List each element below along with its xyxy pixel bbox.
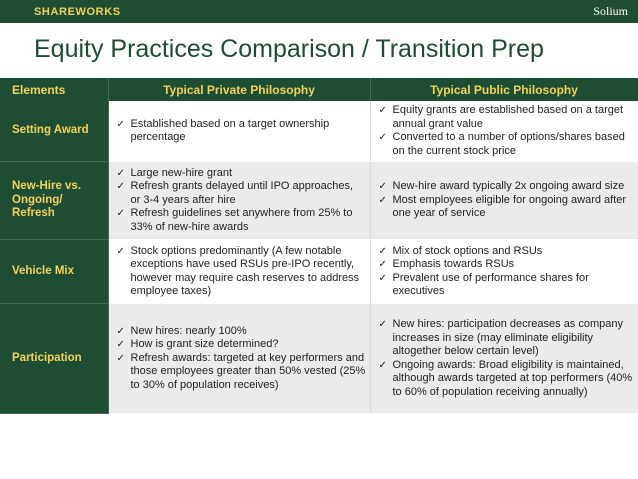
list-item <box>375 272 634 299</box>
list-item <box>113 338 366 352</box>
private-philosophy-cell <box>108 240 370 304</box>
checkmark-icon: ✓ <box>378 132 387 143</box>
bullet-list <box>113 245 366 299</box>
column-header-private: Typical Private Philosophy <box>108 78 370 101</box>
bullet-list <box>113 118 366 145</box>
list-item <box>113 167 366 181</box>
list-item <box>375 359 634 400</box>
table-row <box>0 162 638 240</box>
shareworks-logo: SHAREWORKS <box>34 5 121 18</box>
checkmark-icon: ✓ <box>378 181 387 193</box>
row-label: Setting Award <box>0 101 108 162</box>
bullet-list <box>375 180 634 221</box>
list-item-text: Most employees eligible for ongoing award after one year of service <box>392 193 627 220</box>
list-item <box>113 207 366 234</box>
checkmark-icon: ✓ <box>116 181 125 193</box>
checkmark-icon: ✓ <box>378 259 387 270</box>
list-item <box>375 180 634 194</box>
list-item <box>113 180 366 207</box>
list-item <box>113 325 366 339</box>
list-item-text: Refresh grants delayed until IPO approaches, or 3-4 years after hire <box>130 180 354 206</box>
checkmark-icon: ✓ <box>116 167 125 179</box>
list-item-text: New hires: nearly 100% <box>130 324 247 337</box>
column-header-public: Typical Public Philosophy <box>370 78 638 101</box>
list-item-text: Refresh awards: targeted at key performers and those employees greater than 50% vested (25% to 30% of population receives) <box>130 351 366 391</box>
comparison-table <box>0 78 638 414</box>
list-item <box>375 104 634 131</box>
list-item-text: Ongoing awards: Broad eligibility is maintained, although awards targeted at top performers (40% to 60% of population receiving annually) <box>392 358 633 398</box>
page-title: Equity Practices Comparison / Transition Prep <box>34 35 544 63</box>
list-item <box>113 118 366 145</box>
top-bar <box>0 0 638 23</box>
table-body <box>0 101 638 414</box>
checkmark-icon: ✓ <box>378 359 387 371</box>
list-item <box>375 194 634 221</box>
checkmark-icon: ✓ <box>116 118 125 130</box>
list-item <box>375 258 634 272</box>
checkmark-icon: ✓ <box>116 325 125 337</box>
public-philosophy-cell <box>370 101 638 162</box>
list-item <box>375 318 634 359</box>
list-item <box>113 352 366 393</box>
list-item-text: Mix of stock options and RSUs <box>392 244 543 257</box>
solium-logo: Solium <box>593 4 628 18</box>
private-philosophy-cell <box>108 162 370 240</box>
list-item-text: How is grant size determined? <box>130 338 279 351</box>
list-item <box>375 131 634 158</box>
checkmark-icon: ✓ <box>116 208 125 220</box>
list-item-text: Emphasis towards RSUs <box>392 258 515 270</box>
bullet-list <box>375 104 634 158</box>
row-label: Participation <box>0 304 108 414</box>
list-item-text: Refresh guidelines set anywhere from 25% to 33% of new-hire awards <box>130 207 353 233</box>
checkmark-icon: ✓ <box>378 245 387 257</box>
row-label: New-Hire vs. Ongoing/ Refresh <box>0 162 108 240</box>
list-item <box>113 245 366 299</box>
list-item-text: New hires: participation decreases as company increases in size (may eliminate eligibility altogether below certain level) <box>392 318 624 357</box>
public-philosophy-cell <box>370 240 638 304</box>
bullet-list <box>375 245 634 299</box>
checkmark-icon: ✓ <box>378 105 387 116</box>
table-header-row <box>0 78 638 101</box>
list-item-text: Large new-hire grant <box>130 166 233 179</box>
list-item-text: Prevalent use of performance shares for executives <box>392 271 589 297</box>
table-row <box>0 304 638 414</box>
checkmark-icon: ✓ <box>116 245 125 257</box>
list-item-text: Stock options predominantly (A few notable exceptions have used RSUs pre-IPO recently, however may require cash reserves to address employee taxes) <box>130 244 360 297</box>
private-philosophy-cell <box>108 304 370 414</box>
list-item-text: New-hire award typically 2x ongoing award size <box>392 180 625 193</box>
checkmark-icon: ✓ <box>116 339 125 351</box>
list-item-text: Converted to a number of options/shares based on the current stock price <box>392 131 625 157</box>
private-philosophy-cell <box>108 101 370 162</box>
public-philosophy-cell <box>370 304 638 414</box>
checkmark-icon: ✓ <box>378 319 387 330</box>
list-item-text: Equity grants are established based on a target annual grant value <box>392 104 624 130</box>
checkmark-icon: ✓ <box>378 194 387 206</box>
bullet-list <box>113 325 366 393</box>
bullet-list <box>113 167 366 235</box>
list-item <box>375 245 634 259</box>
bullet-list <box>375 318 634 399</box>
table-row <box>0 101 638 162</box>
row-label: Vehicle Mix <box>0 240 108 304</box>
checkmark-icon: ✓ <box>378 272 387 284</box>
column-header-elements: Elements <box>0 78 108 101</box>
list-item-text: Established based on a target ownership percentage <box>130 117 330 143</box>
table-row <box>0 240 638 304</box>
public-philosophy-cell <box>370 162 638 240</box>
checkmark-icon: ✓ <box>116 352 125 364</box>
